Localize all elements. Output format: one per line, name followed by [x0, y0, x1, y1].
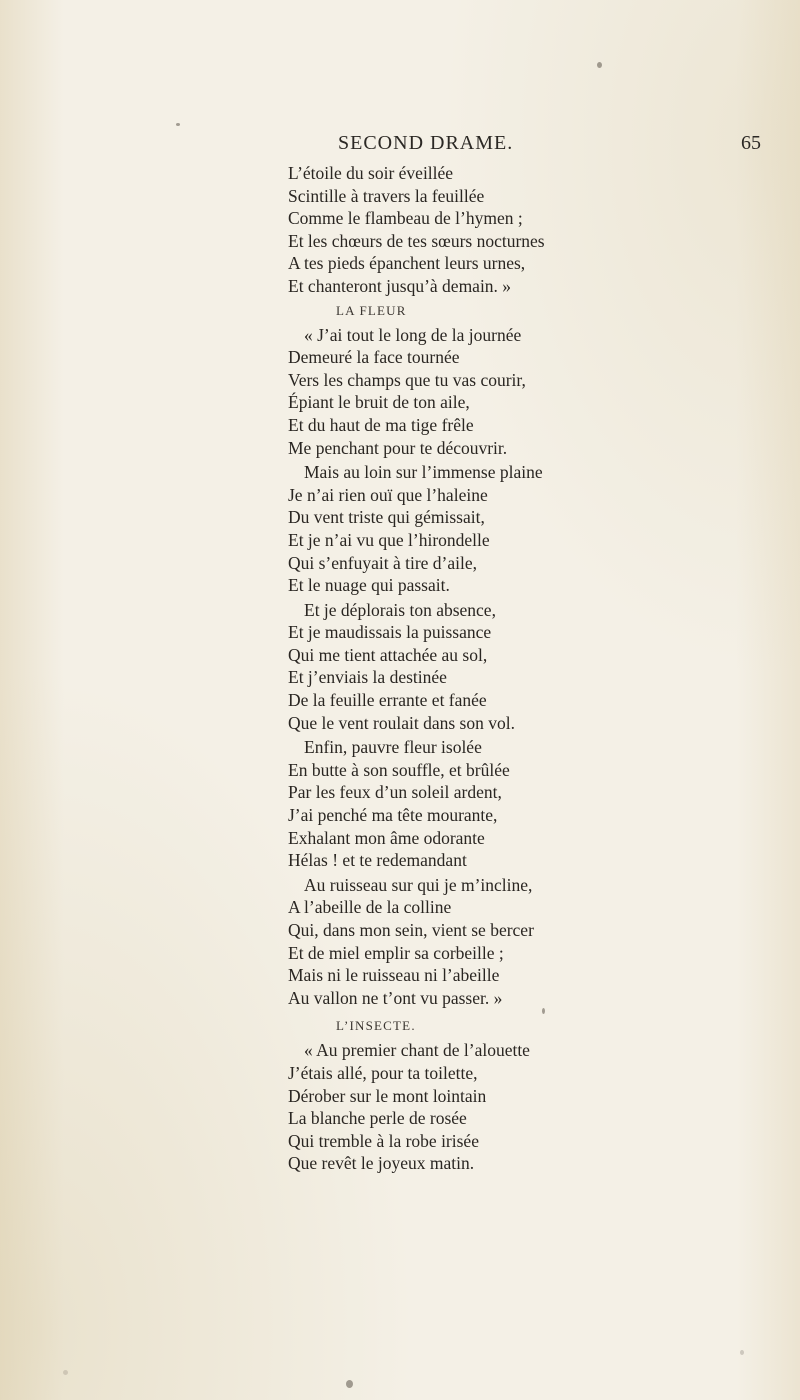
verse-line: Et les chœurs de tes sœurs nocturnes [288, 230, 545, 251]
verse-line: En butte à son souffle, et brûlée [288, 759, 510, 780]
verse-line: A tes pieds épanchent leurs urnes, [288, 253, 526, 274]
paper-speck [176, 123, 180, 126]
verse-line: Par les feux d’un soleil ardent, [288, 782, 502, 803]
verse-line: Et de miel emplir sa corbeille ; [288, 942, 504, 963]
verse-line: Exhalant mon âme odorante [288, 827, 485, 848]
verse-line: De la feuille errante et fanée [288, 690, 487, 711]
verse-line: Que revêt le joyeux matin. [288, 1153, 475, 1174]
stanza-6 [288, 874, 788, 1010]
paper-speck [63, 1370, 68, 1375]
verse-line: Me penchant pour te découvrir. [288, 437, 508, 458]
running-head: SECOND DRAME. [338, 132, 514, 154]
verse-line: Dérober sur le mont lointain [288, 1085, 487, 1106]
verse-line: Épiant le bruit de ton aile, [288, 392, 470, 413]
verse-line: Qui s’enfuyait à tire d’aile, [288, 552, 478, 573]
verse-line: Que le vent roulait dans son vol. [288, 712, 515, 733]
verse-line: Et j’enviais la destinée [288, 667, 447, 688]
verse-line: Vers les champs que tu vas courir, [288, 369, 526, 390]
verse-line: Enfin, pauvre fleur isolée [304, 737, 482, 758]
verse-line: Et je maudissais la puissance [288, 622, 492, 643]
verse-line: J’ai penché ma tête mourante, [288, 805, 498, 826]
stanza-5 [288, 736, 788, 872]
verse-line: Et chanteront jusqu’à demain. » [288, 275, 512, 296]
verse-line: Hélas ! et te redemandant [288, 850, 467, 871]
verse-line: Qui me tient attachée au sol, [288, 644, 488, 665]
verse-line: L’étoile du soir éveillée [288, 163, 454, 183]
page-number: 65 [741, 132, 761, 154]
paper-speck [597, 62, 602, 68]
verse-line: « J’ai tout le long de la journée [304, 324, 522, 345]
verse-line: Je n’ai rien ouï que l’haleine [288, 484, 488, 505]
verse-line: J’étais allé, pour ta toilette, [288, 1062, 478, 1083]
paper-speck [740, 1350, 744, 1355]
speaker-label: L’INSECTE. [336, 1018, 416, 1034]
paper-speck [542, 1008, 545, 1014]
verse-line: Au ruisseau sur qui je m’incline, [304, 874, 533, 895]
verse-line: Et je n’ai vu que l’hirondelle [288, 529, 490, 550]
stanza-2 [288, 324, 788, 460]
stanza-1 [288, 162, 788, 298]
stanza-7 [288, 1039, 788, 1175]
stanza-3 [288, 461, 788, 597]
verse-line: La blanche perle de rosée [288, 1108, 467, 1129]
verse-line: Au vallon ne t’ont vu passer. » [288, 987, 503, 1008]
verse-line: Et du haut de ma tige frêle [288, 414, 474, 435]
speaker-label: LA FLEUR [336, 302, 407, 318]
verse-line: Et je déplorais ton absence, [304, 599, 496, 620]
verse-line: Et le nuage qui passait. [288, 575, 450, 596]
paper-speck [346, 1380, 353, 1388]
verse-line: Mais au loin sur l’immense plaine [304, 462, 543, 483]
verse-line: Du vent triste qui gémissait, [288, 507, 485, 528]
verse-line: « Au premier chant de l’alouette [304, 1040, 530, 1061]
verse-line: Demeuré la face tournée [288, 347, 460, 368]
verse-line: Mais ni le ruisseau ni l’abeille [288, 965, 500, 986]
verse-line: A l’abeille de la colline [288, 897, 452, 918]
verse-line: Comme le flambeau de l’hymen ; [288, 208, 523, 229]
verse-line: Qui tremble à la robe irisée [288, 1130, 479, 1151]
page-header [0, 132, 800, 162]
stanza-4 [288, 599, 788, 735]
poem-text [288, 162, 788, 1175]
verse-line: Qui, dans mon sein, vient se bercer [288, 920, 534, 940]
verse-line: Scintille à travers la feuillée [288, 185, 485, 206]
